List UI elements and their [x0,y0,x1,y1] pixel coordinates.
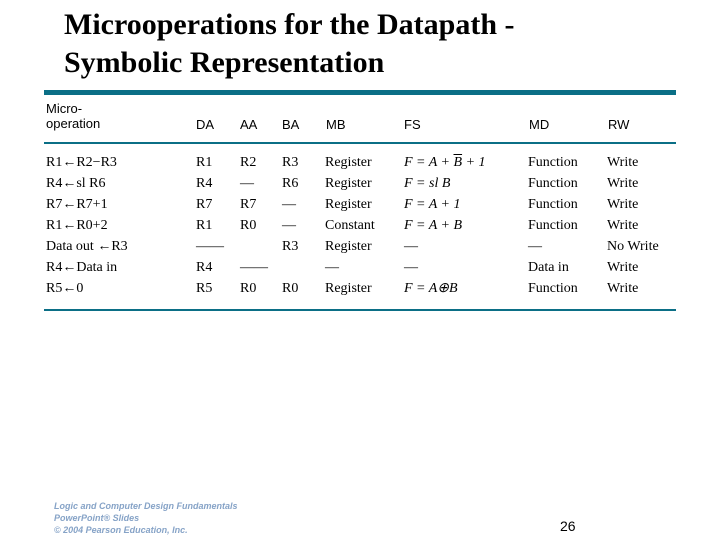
header-mb: MB [326,117,346,132]
header-rw: RW [608,117,630,132]
footer-line-2: PowerPoint® Slides [54,513,140,523]
md-cell: Function [528,176,578,191]
aa-cell: R2 [240,155,257,170]
rw-cell: Write [607,155,639,170]
fs-cell: — [404,239,418,254]
aa-cell [240,236,268,257]
fs-cell: F = sl B [404,176,451,191]
md-cell: Data in [528,260,569,275]
footer-line-3: © 2004 Pearson Education, Inc. [54,525,188,535]
microop-cell: R5←0 [46,281,84,296]
page-number: 26 [560,518,576,534]
md-cell: Function [528,197,578,212]
mb-cell: Register [325,155,372,170]
mb-cell: Register [325,176,372,191]
column-da [196,152,224,299]
column-microoperation [46,152,128,299]
column-ba [282,152,298,299]
column-fs [404,152,486,299]
da-cell: R1 [196,155,213,170]
rw-cell: Write [607,197,639,212]
fs-cell: F = A⊕B [404,281,458,296]
microop-cell: R1←R0+2 [46,218,108,233]
mb-cell: Register [325,239,372,254]
header-aa: AA [240,117,258,132]
column-rw [607,152,659,299]
da-cell: R4 [196,176,213,191]
footer-line-1: Logic and Computer Design Fundamentals [54,501,238,511]
md-cell: Function [528,281,578,296]
rw-cell: Write [607,218,639,233]
ba-cell: — [282,197,296,212]
da-cell: R7 [196,197,213,212]
header-divider [44,142,676,144]
ba-cell: R0 [282,281,299,296]
fs-cell: F = A + B [404,218,463,233]
ba-cell: R6 [282,176,299,191]
mb-cell: Register [325,281,372,296]
column-md [528,152,578,299]
title-line-2: Symbolic Representation [64,46,385,79]
fs-cell: F = A + 1 [404,197,461,212]
ba-cell: — [282,218,296,233]
header-fs: FS [404,117,421,132]
mb-cell: Constant [325,218,375,233]
aa-cell: R0 [240,218,257,233]
da-cell: R5 [196,281,213,296]
da-cell: R1 [196,218,213,233]
header-microoperation: Micro- operation [46,101,101,131]
aa-cell: R0 [240,281,257,296]
ba-cell [282,257,298,278]
footer-credit [54,500,238,536]
aa-cell: —— [240,260,268,275]
microop-cell: R4←sl R6 [46,176,106,191]
da-cell: —— [196,239,224,254]
fs-cell: — [404,260,418,275]
da-cell: R4 [196,260,213,275]
md-cell: Function [528,218,578,233]
top-divider [44,90,676,95]
rw-cell: No Write [607,239,659,254]
mb-cell: Register [325,197,372,212]
ba-cell: R3 [282,239,299,254]
slide-title [64,6,515,82]
rw-cell: Write [607,176,639,191]
rw-cell: Write [607,260,639,275]
mb-cell: — [325,260,339,275]
aa-cell: R7 [240,197,257,212]
title-line-1: Microoperations for the Datapath - [64,8,515,41]
rw-cell: Write [607,281,639,296]
fs-cell: $F = A + \overline{B} + 1$ [404,155,486,170]
microop-cell: R7←R7+1 [46,197,108,212]
ba-cell: R3 [282,155,299,170]
table-bottom-divider [44,309,676,311]
microop-cell: R1←R2−R3 [46,155,117,170]
aa-cell: — [240,176,254,191]
microop-cell: Data out ←R3 [46,239,128,254]
header-ba: BA [282,117,300,132]
header-da: DA [196,117,215,132]
microop-cell: R4←Data in [46,260,118,275]
md-cell: Function [528,155,578,170]
md-cell: — [528,239,542,254]
column-aa [240,152,268,299]
header-md: MD [529,117,550,132]
column-mb [325,152,375,299]
